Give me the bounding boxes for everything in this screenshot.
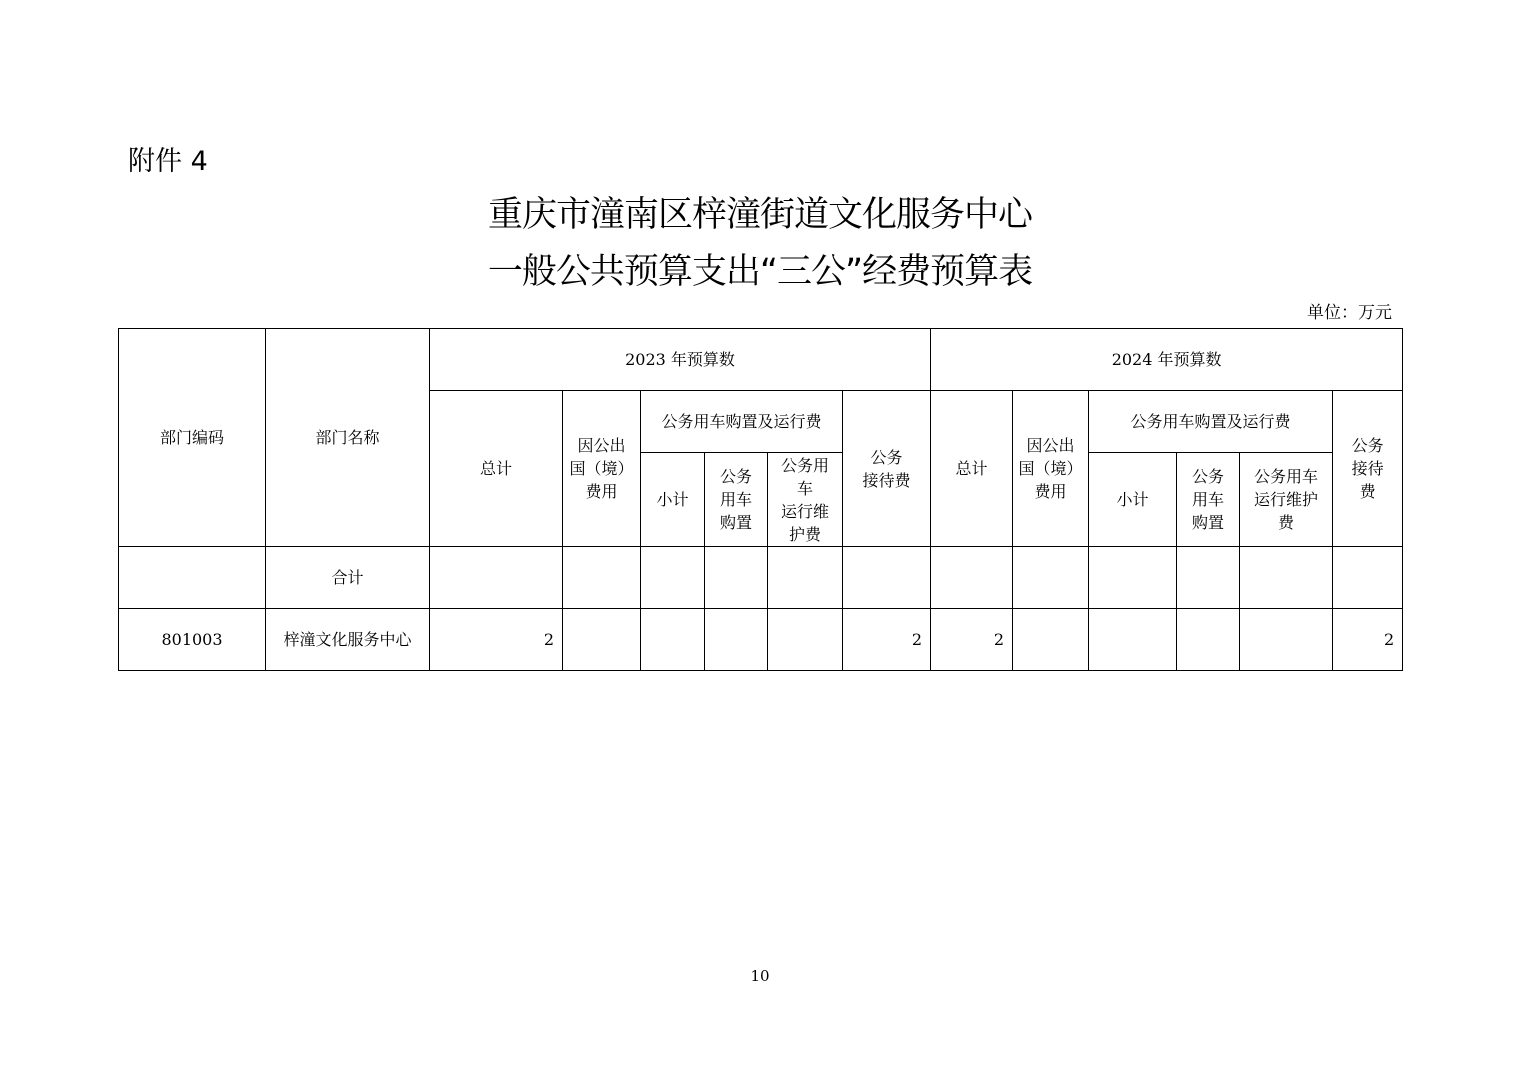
header-2024-maintenance-line2: 运行维护 (1254, 490, 1319, 509)
header-2024-maintenance-line1: 公务用车 (1254, 467, 1319, 486)
cell-2023-subtotal (641, 547, 705, 609)
header-2024-travel-line2: 国（境） (1018, 459, 1083, 478)
header-2024-subtotal: 小计 (1089, 453, 1177, 547)
cell-2023-reception (843, 547, 931, 609)
header-2023-reception-line1: 公务 (870, 447, 903, 467)
cell-2024-total: 2 (931, 609, 1013, 671)
page-number: 10 (750, 967, 770, 985)
header-2023-subtotal: 小计 (641, 453, 705, 547)
cell-name: 合计 (266, 547, 430, 609)
header-row-years (119, 329, 1403, 391)
cell-code: 801003 (119, 609, 266, 671)
cell-2024-subtotal (1089, 609, 1177, 671)
header-2024-travel-line1: 因公出 (1026, 436, 1075, 455)
cell-2024-purchase (1177, 609, 1240, 671)
header-2024-purchase-line2: 用车 (1192, 490, 1225, 509)
page-title-line1: 重庆市潼南区梓潼街道文化服务中心 (487, 195, 1032, 235)
header-2023-vehicle-group: 公务用车购置及运行费 (641, 391, 843, 453)
cell-2023-maintenance (768, 609, 843, 671)
cell-2023-purchase (705, 547, 768, 609)
header-2023-purchase-line1: 公务 (719, 467, 752, 486)
header-2023-travel (563, 391, 641, 547)
cell-2023-travel (563, 609, 641, 671)
header-2024-vehicle-group: 公务用车购置及运行费 (1089, 391, 1333, 453)
cell-2024-total (931, 547, 1013, 609)
header-2024-maintenance-line3: 费 (1278, 513, 1295, 532)
cell-2023-total: 2 (430, 609, 563, 671)
cell-2023-subtotal (641, 609, 705, 671)
cell-2023-reception: 2 (843, 609, 931, 671)
table-row-total (119, 547, 1403, 609)
page-title-line2: 一般公共预算支出“三公”经费预算表 (487, 252, 1033, 292)
header-2024-purchase (1177, 453, 1240, 547)
table-row (119, 609, 1403, 671)
header-2023-maintenance-line2: 车 (796, 478, 813, 498)
header-2024-travel-line3: 费用 (1034, 482, 1067, 501)
header-2024-travel (1013, 391, 1089, 547)
header-2023-maintenance-line4: 护费 (788, 524, 821, 544)
header-2024-reception-line3: 费 (1359, 482, 1376, 501)
header-2023-purchase-line2: 用车 (719, 490, 752, 509)
cell-2024-travel (1013, 609, 1089, 671)
cell-name: 梓潼文化服务中心 (266, 609, 430, 671)
header-2024-purchase-line1: 公务 (1192, 467, 1225, 486)
attachment-label: 附件 4 (128, 146, 208, 177)
header-2023-reception-line2: 接待费 (862, 470, 911, 490)
cell-2023-travel (563, 547, 641, 609)
header-2024-purchase-line3: 购置 (1192, 513, 1225, 532)
header-2023-purchase-line3: 购置 (719, 513, 752, 532)
header-year-2023: 2023 年预算数 (430, 329, 931, 391)
cell-2023-total (430, 547, 563, 609)
header-2024-reception-line2: 接待 (1351, 459, 1384, 478)
header-dept-code: 部门编码 (119, 329, 266, 547)
cell-2024-reception: 2 (1333, 609, 1403, 671)
header-2024-reception-line1: 公务 (1351, 436, 1384, 455)
header-2023-purchase (705, 453, 768, 547)
cell-2024-subtotal (1089, 547, 1177, 609)
cell-2024-purchase (1177, 547, 1240, 609)
header-2023-travel-line2: 国（境） (569, 459, 634, 478)
cell-code (119, 547, 266, 609)
header-2023-maintenance-line3: 运行维 (780, 501, 829, 521)
header-2023-travel-line1: 因公出 (577, 436, 626, 455)
budget-table (118, 328, 1403, 671)
cell-2024-travel (1013, 547, 1089, 609)
header-2024-reception (1333, 391, 1403, 547)
header-2023-total: 总计 (430, 391, 563, 547)
header-2024-maintenance (1240, 453, 1333, 547)
cell-2024-maintenance (1240, 609, 1333, 671)
header-year-2024: 2024 年预算数 (931, 329, 1403, 391)
cell-2023-purchase (705, 609, 768, 671)
header-2023-maintenance-line1: 公务用 (780, 455, 829, 475)
header-2023-travel-line3: 费用 (585, 482, 618, 501)
header-2023-maintenance (768, 453, 843, 547)
cell-2023-maintenance (768, 547, 843, 609)
header-2023-reception (843, 391, 931, 547)
header-dept-name: 部门名称 (266, 329, 430, 547)
header-2024-total: 总计 (931, 391, 1013, 547)
cell-2024-reception (1333, 547, 1403, 609)
cell-2024-maintenance (1240, 547, 1333, 609)
unit-label: 单位：万元 (1307, 303, 1392, 323)
